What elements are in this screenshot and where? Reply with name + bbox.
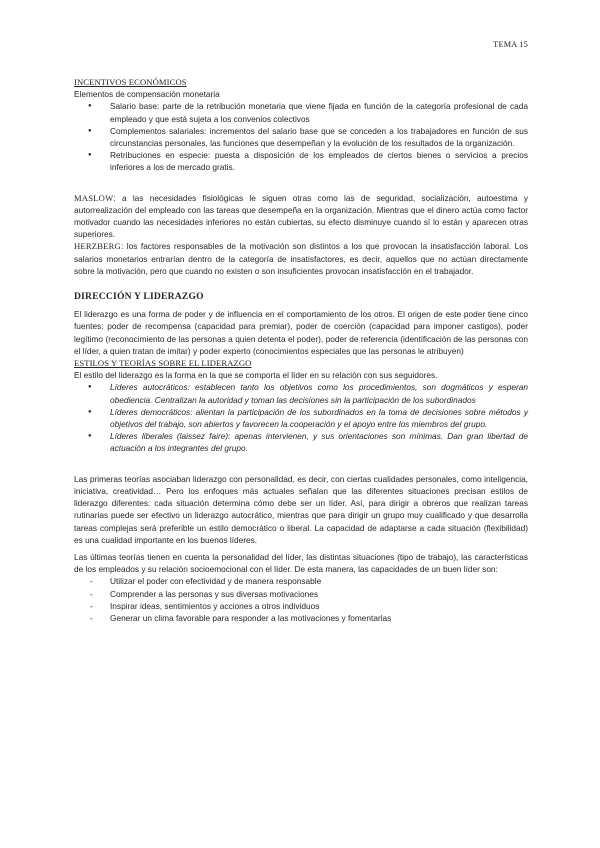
herzberg-paragraph [74, 240, 528, 277]
herzberg-text: : los factores responsables de la motivación son distintos a los que provocan la insatisfacción laboral. Los salarios monetarios entrarían dentro de la categoría de insatisfactores, es decir, aquellos que no actúan directamente sobre la motivación, pero que cuando no existen o son insuficientes provocan insatisfacción en el trabajador. [74, 241, 528, 276]
maslow-text: : a las necesidades fisiológicas le siguen otras como las de seguridad, socialización, autoestima y autorrealización del empleado con las tareas que desempeña en la organización. Mientras que el dinero actúa como factor motivador cuando las necesidades inferiores no están cubiertas, su efecto disminuye cuando sí lo están y aparecen otras superiores. [74, 192, 528, 240]
list-item: - Comprender a las personas y sus diversas motivaciones [74, 588, 528, 600]
incentivos-list [74, 100, 528, 173]
list-item: ● Líderes autocráticos: establecen tanto los objetivos como los procedimientos, son dogmáticos y esperan obediencia. Centralizan la autoridad y toman las decisiones sin la participación de los subordinados [74, 381, 528, 405]
herzberg-label: HERZBERG [74, 241, 121, 252]
section-title-direccion: DIRECCIÓN Y LIDERAZGO [74, 291, 204, 303]
teorias-paragraph-1: Las primeras teorías asociaban liderazgo con personalidad, es decir, con ciertas cualidades personales, como inteligencia, iniciativa, creatividad… Pero los enfoques más actuales señalan que las diferentes situaciones precisan estilos de liderazgo diferentes: cada situación determina cómo debe ser un líder. Así, para dirigir a obreros que realizan tareas rutinarias puede ser efectivo un liderazgo autocrático, mientras que para dirigir un grupo muy cualificado y que desarrolla tareas complejas será preferible un estilo democrático o liberal. La capacidad de adaptarse a cada situación (flexibilidad) es una cualidad importante en los buenos líderes. [74, 473, 528, 545]
incentivos-subtitle: Elementos de compensación monetaria [74, 89, 220, 100]
list-item: ● Líderes liberales (laissez faire): apenas intervienen, y sus orientaciones son mínimas. Dan gran libertad de actuación a los integrantes del grupo. [74, 430, 528, 454]
list-item: ● Líderes democráticos: alientan la participación de los subordinados en la toma de decisiones sobre métodos y objetivos del trabajo, son abiertos y favorecen la cooperación y el apoyo entre los miembros del grupo. [74, 406, 528, 430]
list-item: ● Salario base: parte de la retribución monetaria que viene fijada en función de la categoría profesional de cada empleado y que está sujeta a los convenios colectivos [74, 100, 528, 124]
direccion-paragraph: El liderazgo es una forma de poder y de influencia en el comportamiento de los otros. El origen de este poder tiene cinco fuentes: poder de recompensa (capacidad para premiar), poder de coerción (capacidad para imponer castigos), poder legítimo (reconocimiento de las personas a quien detenta el poder), poder de referencia (identificación de las personas con el líder, a quien tratan de imitar) y poder experto (conocimientos especiales que las personas le atribuyen) [74, 309, 528, 356]
maslow-label: MASLOW [74, 192, 114, 203]
section-title-estilos: ESTILOS Y TEORÍAS SOBRE EL LIDERAZGO [74, 358, 252, 369]
page-content [74, 76, 528, 624]
estilos-intro: El estilo del liderazgo es la forma en la que se comporta el líder en su relación con sus seguidores. [74, 370, 438, 381]
page-header-tema: TEMA 15 [493, 40, 528, 49]
list-item: ● Retribuciones en especie: puesta a disposición de los empleados de ciertos bienes o servicios a precios inferiores a los de mercado gratis. [74, 149, 528, 173]
section-title-incentivos: INCENTIVOS ECONÓMICOS [74, 77, 187, 87]
list-item: - Generar un clima favorable para responder a las motivaciones y fomentarlas [74, 612, 528, 624]
maslow-paragraph [74, 192, 528, 241]
list-item: - Inspirar ideas, sentimientos y acciones a otros individuos [74, 600, 528, 612]
list-item: - Utilizar el poder con efectividad y de manera responsable [74, 575, 528, 587]
teorias-paragraph-2: Las últimas teorías tienen en cuenta la personalidad del líder, las distintas situaciones (tipo de trabajo), las características de los empleados y su relación socioemocional con el líder. De esta manera, las capacidades de un buen líder son: [74, 551, 528, 575]
estilos-list [74, 381, 528, 454]
capacidades-list [74, 575, 528, 624]
list-item: ● Complementos salariales: incrementos del salario base que se conceden a los trabajadores en función de sus circunstancias personales, las funciones que desempeñan y la evolución de los resultados de la organización. [74, 125, 528, 149]
